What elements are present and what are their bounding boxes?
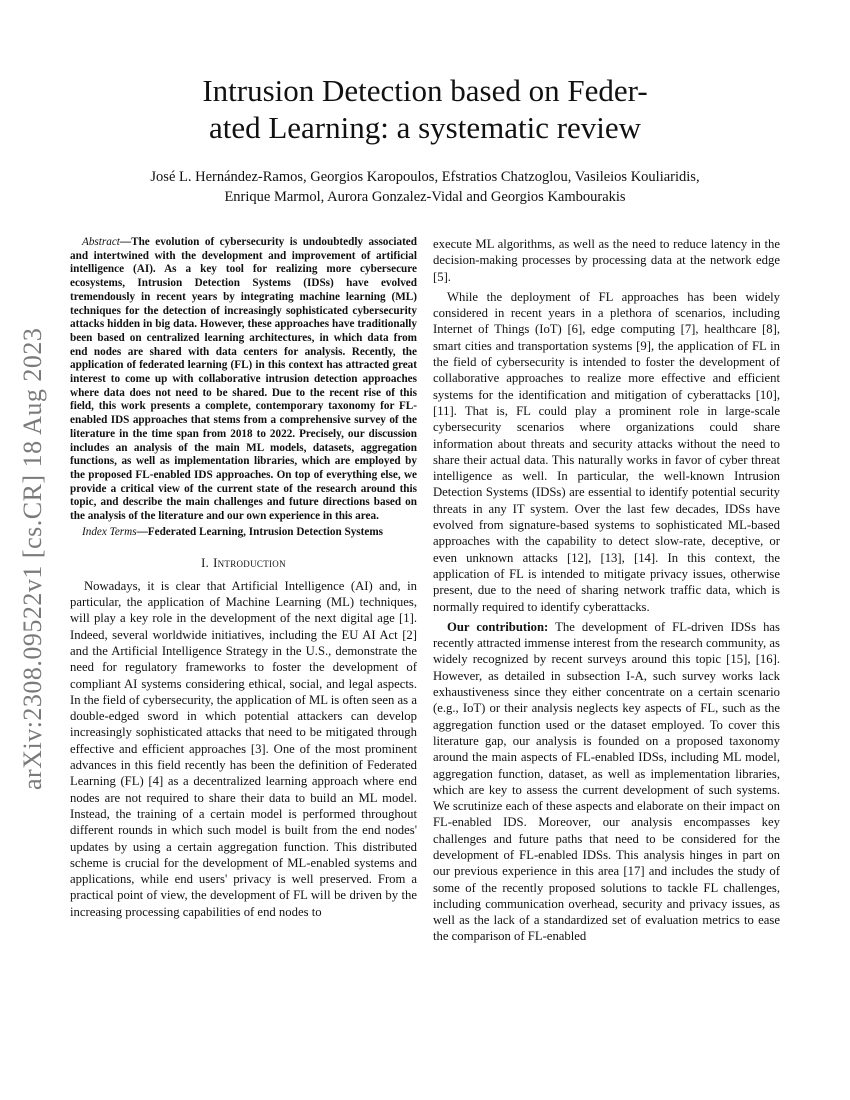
section-heading-introduction — [70, 555, 417, 571]
left-column — [70, 236, 417, 920]
contribution-label: Our contribution: — [447, 619, 549, 634]
right-column — [433, 236, 780, 945]
authors-line-1: José L. Hernández-Ramos, Georgios Karopoulos, Efstratios Chatzoglou, Vasileios Kouliaridis, — [150, 169, 700, 185]
contribution-text: The development of FL-driven IDSs has recently attracted immense interest from the research community, as widely recognized by recent surveys around this topic [15], [16]. However, as detailed in subsection I-A, such survey works lack exhaustiveness since they either concentrate on a certain scenario (e.g., IoT) or their analysis neglects key aspects of FL, such as the aggregation function used or the dataset employed. To cover this literature gap, our analysis is founded on a proposed taxonomy around the main aspects of FL-enabled IDSs, including ML model, aggregation function, dataset, as well as implementation libraries, which are key to assess the current development of such systems. We scrutinize each of these aspects and elaborate on their impact on FL-enabled IDS. Moreover, our analysis encompasses key challenges and future paths that need to be considered for the development of FL-enabled IDSs. This analysis hinges in part on our previous experience in this area [17] and includes the study of some of the recently proposed solutions to tackle FL challenges, including communication overhead, security and privacy issues, as well as the lack of a standardized set of evaluation metrics to ease the comparison of FL-enabled — [433, 619, 780, 944]
section-title: Introduction — [213, 556, 286, 571]
paper-title — [120, 72, 730, 146]
body-paragraph: While the deployment of FL approaches has been widely considered in recent years in a plethora of scenarios, including Internet of Things (IoT) [6], edge computing [7], healthcare [8], smart cities and transportation systems [9], the application of FL in the field of cybersecurity is intended to foster the development of collaborative approaches to realize more effective and efficient systems for the identification and mitigation of cyberattacks [10], [11]. That is, FL could play a prominent role in large-scale cybersecurity scenarios where organizations could share information about threats and security attacks without the need to share their actual data. This naturally works in favor of cyber threat intelligence as well. In particular, the well-known Intrusion Detection Systems (IDSs) are essential to identify potential security threats in any IT system. Over the last few decades, IDSs have evolved from signature-based systems to sophisticated ML-based approaches with the capability to detect slow-rate, deceptive, or even unknown attacks [12], [13], [14]. In this context, the application of FL is intended to mitigate privacy issues, otherwise present, due to the need of sharing network traffic data, which is normally required to identify cyberattacks. — [433, 289, 780, 614]
abstract — [70, 236, 417, 524]
abstract-text: —The evolution of cybersecurity is undoubtedly associated and intertwined with the development and improvement of artificial intelligence (AI). As a key tool for realizing more cybersecure ecosystems, Intrusion Detection Systems (IDSs) have evolved tremendously in recent years by integrating machine learning (ML) techniques for the detection of increasingly sophisticated cybersecurity attacks hidden in big data. However, these approaches have traditionally been based on centralized learning architectures, in which data from end nodes are shared with data centers for analysis. Recently, the application of federated learning (FL) in this context has attracted great interest to come up with collaborative intrusion detection approaches where data does not need to be shared. Due to the recent rise of this field, this work presents a complete, contemporary taxonomy for FL-enabled IDS approaches that stems from a comprehensive survey of the literature in the time span from 2018 to 2022. Precisely, our discussion includes an analysis of the main ML models, datasets, aggregation functions, as well as implementation libraries, which are employed by the proposed FL-enabled IDS approaches. On top of everything else, we provide a critical view of the current state of the research around this topic, and describe the main challenges and future directions based on the analysis of the literature and our own experience in this area. — [70, 236, 417, 523]
index-terms — [70, 526, 417, 540]
body-paragraph: execute ML algorithms, as well as the need to reduce latency in the decision-making processes by processing data at the network edge [5]. — [433, 237, 780, 284]
index-terms-text: —Federated Learning, Intrusion Detection Systems — [136, 525, 384, 538]
arxiv-identifier: arXiv:2308.09522v1 [cs.CR] 18 Aug 2023 — [18, 327, 47, 790]
section-number: I. — [201, 556, 210, 571]
index-terms-label: Index Terms — [82, 525, 137, 538]
body-paragraph: Nowadays, it is clear that Artificial Intelligence (AI) and, in particular, the application of Machine Learning (ML) techniques, will play a key role in the development of the next digital age [1]. Indeed, several worldwide initiatives, including the EU AI Act [2] and the Artificial Intelligence Strategy in the U.S., demonstrate the need for regulatory frameworks to foster the development of compliant AI systems considering ethical, social, and legal aspects. In the field of cybersecurity, the application of ML is often seen as a double-edged sword in which potential attackers can develop increasingly sophisticated attacks that need to be mitigated through effective and efficient approaches [3]. One of the most prominent advances in this field recently has been the definition of Federated Learning (FL) [4] as a decentralized learning approach where end nodes are not required to share their data to build an ML model. Instead, the training of a certain model is performed throughout different rounds in which such model is built from the end nodes' updates by using a certain aggregation function. This distributed scheme is crucial for the development of ML-enabled systems and applications, while end users' privacy is well preserved. From a practical point of view, the development of FL will be driven by the increasing processing capabilities of end nodes to — [70, 578, 417, 919]
title-line-1: Intrusion Detection based on Feder- — [202, 73, 648, 108]
abstract-label: Abstract — [82, 236, 120, 248]
title-line-2: ated Learning: a systematic review — [208, 110, 642, 145]
author-list — [100, 167, 750, 207]
authors-line-2: Enrique Marmol, Aurora Gonzalez-Vidal and Georgios Kambourakis — [224, 189, 626, 205]
contribution-paragraph — [433, 619, 780, 945]
